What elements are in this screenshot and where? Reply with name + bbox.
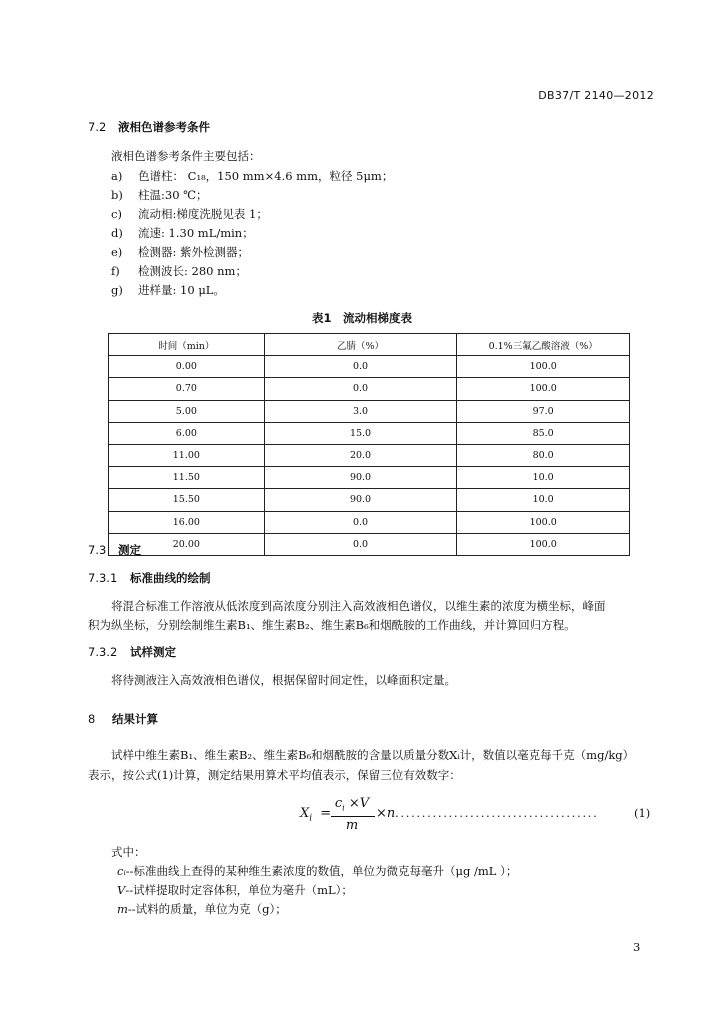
table-row: 5.00 3.0 97.0 bbox=[109, 400, 630, 422]
section-title: 试样测定 bbox=[130, 645, 176, 659]
symbol-definition: V--试样提取时定容体积，单位为毫升（mL）； bbox=[117, 883, 353, 897]
formula-times-n: ×n bbox=[376, 806, 396, 821]
paragraph-line: 积为纵坐标，分别绘制维生素B₁、维生素B₂、维生素B₆和烟酰胺的工作曲线，并计算回归方程。 bbox=[88, 618, 576, 632]
table-row: 16.00 0.0 100.0 bbox=[109, 511, 630, 533]
symbol-definition: cᵢ--标准曲线上查得的某种维生素浓度的数值，单位为微克每毫升（μg /mL ）； bbox=[117, 864, 518, 878]
paragraph-line: 将混合标准工作溶液从低浓度到高浓度分别注入高效液相色谱仪，以维生素的浓度为横坐标，峰面 bbox=[111, 599, 606, 613]
list-item: c) 流动相:梯度洗脱见表 1； bbox=[111, 207, 268, 221]
table-row: 11.50 90.0 10.0 bbox=[109, 467, 630, 489]
section-title: 测定 bbox=[118, 543, 141, 557]
section-number: 7.2 bbox=[88, 120, 107, 134]
formula-leader-dots: ...................................... bbox=[395, 806, 599, 820]
list-item: f) 检测波长: 280 nm； bbox=[111, 264, 247, 278]
list-item: e) 检测器: 紫外检测器； bbox=[111, 245, 250, 259]
table-row: 0.70 0.0 100.0 bbox=[109, 378, 630, 400]
document-code: DB37/T 2140—2012 bbox=[538, 89, 654, 102]
gradient-table bbox=[108, 333, 630, 556]
list-item: g) 进样量: 10 μL。 bbox=[111, 283, 225, 297]
section-7-2-intro: 液相色谱参考条件主要包括： bbox=[111, 149, 261, 163]
paragraph-line: 试样中维生素B₁、维生素B₂、维生素B₆和烟酰胺的含量以质量分数Xᵢ计，数值以毫克每千克（mg/kg） bbox=[111, 748, 635, 762]
list-item: a) 色谱柱： C₁₈，150 mm×4.6 mm，粒径 5μm； bbox=[111, 169, 394, 183]
section-number: 7.3.1 bbox=[88, 571, 118, 585]
section-title: 标准曲线的绘制 bbox=[130, 571, 211, 585]
section-title: 结果计算 bbox=[112, 712, 158, 726]
list-item: d) 流速: 1.30 mL/min； bbox=[111, 226, 254, 240]
table-row: 0.00 0.0 100.0 bbox=[109, 356, 630, 378]
formula-numerator: $c_i \times V$ bbox=[334, 796, 370, 813]
paragraph-line: 表示，按公式(1)计算，测定结果用算术平均值表示，保留三位有效数字： bbox=[88, 768, 461, 782]
table-row: 20.00 0.0 100.0 bbox=[109, 533, 630, 555]
page-number: 3 bbox=[633, 940, 641, 954]
formula-number: (1) bbox=[634, 806, 651, 820]
table-row: 15.50 90.0 10.0 bbox=[109, 489, 630, 511]
column-header: 0.1%三氟乙酸溶液（%） bbox=[457, 334, 630, 356]
formula-lhs: $X_i$ = bbox=[300, 806, 332, 824]
fraction-bar bbox=[331, 816, 375, 817]
table-caption: 表1 流动相梯度表 bbox=[311, 311, 412, 325]
section-number: 7.3 bbox=[88, 543, 107, 557]
table-header-row bbox=[109, 334, 630, 356]
column-header: 乙腈（%） bbox=[264, 334, 457, 356]
section-number: 8 bbox=[88, 712, 96, 726]
where-label: 式中： bbox=[111, 845, 146, 859]
formula-denominator: m bbox=[345, 818, 359, 833]
section-7-2-heading bbox=[88, 119, 210, 135]
section-7-3-heading bbox=[88, 542, 141, 558]
column-header: 时间（min） bbox=[109, 334, 265, 356]
section-7-3-2-heading bbox=[88, 644, 176, 660]
table-row: 11.00 20.0 80.0 bbox=[109, 444, 630, 466]
symbol-definition: m--试料的质量，单位为克（g）； bbox=[117, 902, 287, 916]
section-7-3-1-heading bbox=[88, 570, 211, 586]
list-item: b) 柱温:30 ℃； bbox=[111, 188, 208, 202]
paragraph-line: 将待测液注入高效液相色谱仪，根据保留时间定性，以峰面积定量。 bbox=[111, 673, 456, 687]
section-title: 液相色谱参考条件 bbox=[118, 120, 210, 134]
table-row: 6.00 15.0 85.0 bbox=[109, 422, 630, 444]
section-number: 7.3.2 bbox=[88, 645, 118, 659]
section-8-heading bbox=[88, 711, 158, 727]
